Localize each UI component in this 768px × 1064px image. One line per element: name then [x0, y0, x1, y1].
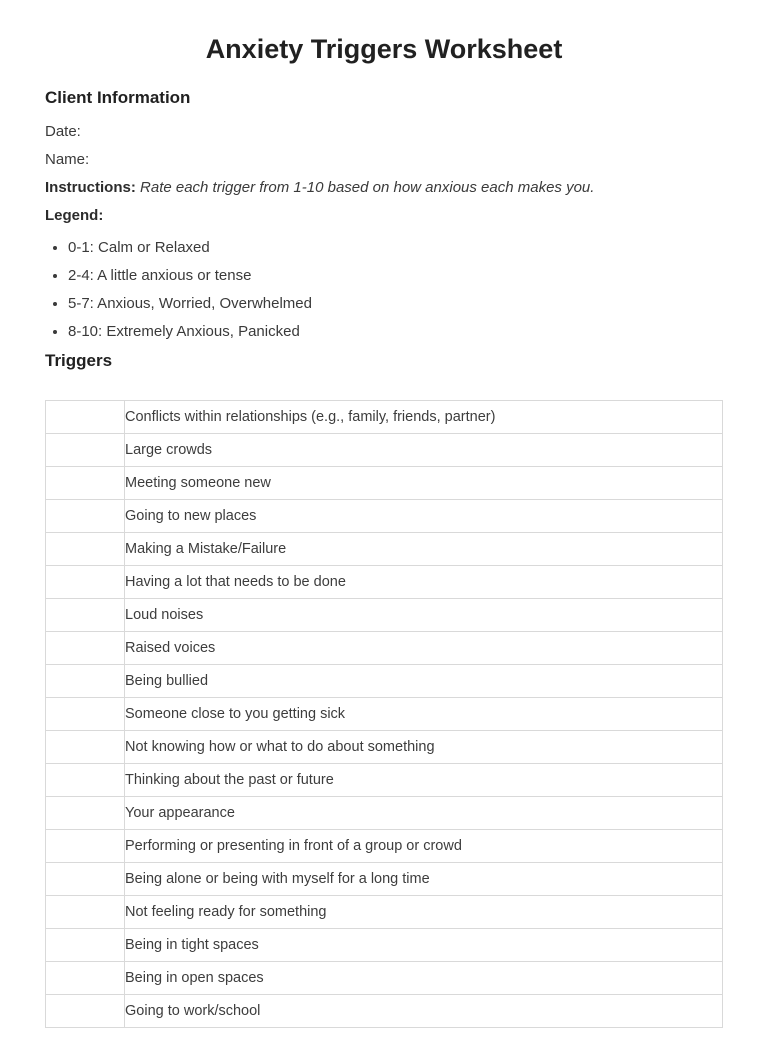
table-row: [46, 632, 723, 665]
table-row: [46, 566, 723, 599]
rating-cell: [46, 896, 125, 929]
trigger-label: Conflicts within relationships (e.g., family, friends, partner): [125, 401, 723, 434]
legend-item: • 0-1: Calm or Relaxed: [68, 239, 723, 257]
rating-cell: [46, 500, 125, 533]
table-row: [46, 995, 723, 1028]
table-row: [46, 500, 723, 533]
rating-cell: [46, 599, 125, 632]
instructions-line: [45, 179, 723, 197]
table-row: [46, 731, 723, 764]
rating-cell: [46, 929, 125, 962]
trigger-label: Being in open spaces: [125, 962, 723, 995]
trigger-label: Thinking about the past or future: [125, 764, 723, 797]
rating-cell: [46, 698, 125, 731]
rating-cell: [46, 731, 125, 764]
rating-cell: [46, 434, 125, 467]
rating-cell: [46, 467, 125, 500]
trigger-label: Having a lot that needs to be done: [125, 566, 723, 599]
date-label: Date:: [45, 122, 81, 140]
trigger-label: Not feeling ready for something: [125, 896, 723, 929]
triggers-table-body: [46, 401, 723, 1028]
rating-cell: [46, 830, 125, 863]
table-row: [46, 929, 723, 962]
table-row: [46, 764, 723, 797]
trigger-label: Your appearance: [125, 797, 723, 830]
trigger-label: Going to work/school: [125, 995, 723, 1028]
table-row: [46, 698, 723, 731]
table-row: [46, 962, 723, 995]
table-row: [46, 401, 723, 434]
rating-cell: [46, 533, 125, 566]
client-information-heading: Client Information: [45, 88, 191, 108]
trigger-label: Being bullied: [125, 665, 723, 698]
rating-cell: [46, 797, 125, 830]
table-row: [46, 896, 723, 929]
instructions-label: Instructions:: [45, 178, 136, 196]
legend-item: • 8-10: Extremely Anxious, Panicked: [68, 323, 723, 341]
table-row: [46, 533, 723, 566]
rating-cell: [46, 995, 125, 1028]
rating-cell: [46, 764, 125, 797]
trigger-label: Raised voices: [125, 632, 723, 665]
rating-cell: [46, 665, 125, 698]
rating-cell: [46, 863, 125, 896]
trigger-label: Performing or presenting in front of a group or crowd: [125, 830, 723, 863]
legend-item: • 2-4: A little anxious or tense: [68, 267, 723, 285]
trigger-label: Meeting someone new: [125, 467, 723, 500]
triggers-heading: Triggers: [45, 350, 113, 370]
trigger-label: Loud noises: [125, 599, 723, 632]
trigger-label: Someone close to you getting sick: [125, 698, 723, 731]
page-title: Anxiety Triggers Worksheet: [205, 34, 563, 64]
rating-cell: [46, 401, 125, 434]
table-row: [46, 665, 723, 698]
legend-label: Legend:: [45, 206, 104, 224]
trigger-label: Making a Mistake/Failure: [125, 533, 723, 566]
rating-cell: [46, 962, 125, 995]
rating-cell: [46, 632, 125, 665]
table-row: [46, 830, 723, 863]
instructions-text: Rate each trigger from 1-10 based on how anxious each makes you.: [140, 178, 595, 196]
triggers-table: [45, 400, 723, 1028]
rating-cell: [46, 566, 125, 599]
legend-list: [45, 239, 723, 341]
trigger-label: Being in tight spaces: [125, 929, 723, 962]
table-row: [46, 599, 723, 632]
legend-item: • 5-7: Anxious, Worried, Overwhelmed: [68, 295, 723, 313]
table-row: [46, 434, 723, 467]
table-row: [46, 863, 723, 896]
trigger-label: Being alone or being with myself for a long time: [125, 863, 723, 896]
table-row: [46, 797, 723, 830]
table-row: [46, 467, 723, 500]
trigger-label: Going to new places: [125, 500, 723, 533]
trigger-label: Not knowing how or what to do about something: [125, 731, 723, 764]
name-label: Name:: [45, 150, 90, 168]
trigger-label: Large crowds: [125, 434, 723, 467]
